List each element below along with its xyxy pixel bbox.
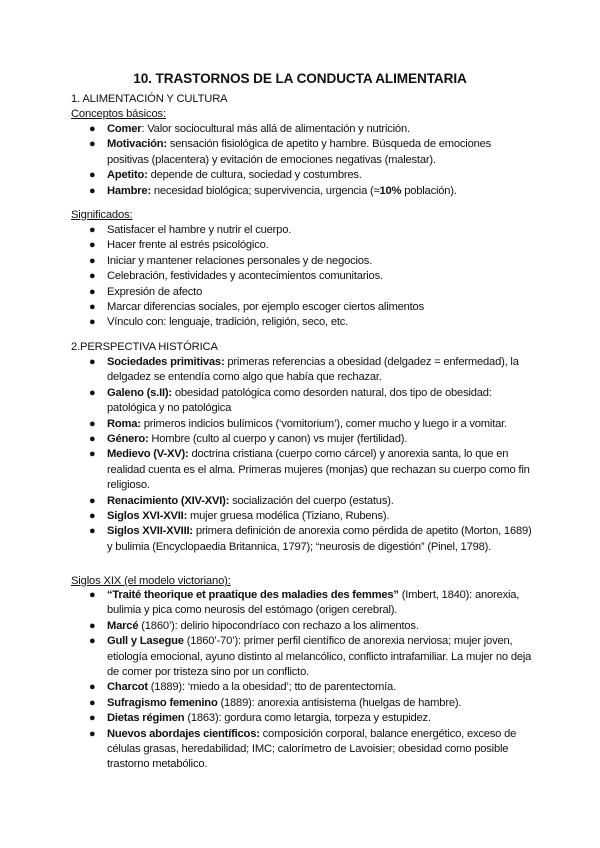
item-text: (1860’-70’): primer perfil científico de anorexia nerviosa; mujer joven, etiología emocional, ayuno distinto al melancólico, conflicto intrafamiliar. La mujer no deja de comer por tristeza sino por un conflicto. xyxy=(107,635,532,679)
bullet-icon: ● xyxy=(89,386,96,399)
item-text: primeras referencias a obesidad (delgadez = enfermedad), la delgadez se entendía como algo que había que rechazar. xyxy=(107,356,519,384)
significados-label: Significados: xyxy=(71,209,133,221)
bullet-icon: ● xyxy=(89,727,96,740)
victoriano-list xyxy=(0,588,600,773)
list-item xyxy=(0,509,600,524)
item-text: sensación fisiológica de apetito y hambre. Búsqueda de emociones positivas (placentera) y evitación de emociones negativas (malestar). xyxy=(107,138,492,166)
item-term: Siglos XVI-XVII: xyxy=(107,510,188,523)
list-item xyxy=(0,137,600,168)
item-text: Iniciar y mantener relaciones personales y de negocios. xyxy=(107,254,373,267)
list-item xyxy=(0,634,600,680)
item-text: (1889): ‘miedo a la obesidad’; tto de parentectomía. xyxy=(147,681,396,694)
bullet-icon: ● xyxy=(89,224,96,236)
bullet-icon: ● xyxy=(89,138,96,151)
historia-list xyxy=(0,355,600,555)
list-item xyxy=(0,285,600,300)
list-item xyxy=(0,494,600,509)
list-item xyxy=(0,122,600,137)
list-item xyxy=(0,447,600,493)
list-item xyxy=(0,680,600,695)
bullet-icon: ● xyxy=(89,417,96,430)
item-text: Marcar diferencias sociales, por ejemplo escoger ciertos alimentos xyxy=(107,301,424,314)
item-text: Hacer frente al estrés psicológico. xyxy=(107,239,269,252)
bullet-icon: ● xyxy=(89,681,96,694)
item-text: obesidad patológica como desorden natural, dos tipo de obesidad: patológica y no patológica xyxy=(107,386,492,415)
bullet-icon: ● xyxy=(89,448,96,461)
list-item xyxy=(0,315,600,330)
item-term: Género: xyxy=(107,433,149,446)
bullet-icon: ● xyxy=(89,316,96,329)
bullet-icon: ● xyxy=(89,254,96,267)
page-title: 10. TRASTORNOS DE LA CONDUCTA ALIMENTARIA xyxy=(133,71,467,86)
item-term: “Traité theorique et praatique des maladies des femmes” xyxy=(107,589,399,601)
bullet-icon: ● xyxy=(89,184,96,197)
bullet-icon: ● xyxy=(89,301,96,314)
item-text: Vínculo con: lenguaje, tradición, religión, seco, etc. xyxy=(107,316,349,329)
conceptos-label: Conceptos básicos: xyxy=(71,108,166,120)
item-term: Medievo (V-XV): xyxy=(107,448,189,461)
item-term: Siglos XVII-XVIII: xyxy=(107,525,193,538)
item-text: Satisfacer el hambre y nutrir el cuerpo. xyxy=(107,224,292,236)
item-text: depende de cultura, sociedad y costumbres. xyxy=(147,169,362,182)
bullet-icon: ● xyxy=(89,635,96,648)
item-text: composición corporal, balance energético, exceso de células grasas, heredabilidad; IMC; calorímetro de Lavoisier; obesidad como posible trastorno metabólico. xyxy=(107,727,517,771)
list-item xyxy=(0,254,600,269)
bullet-icon: ● xyxy=(89,510,96,523)
section-1-heading: 1. ALIMENTACIÓN Y CULTURA xyxy=(71,93,228,105)
list-item xyxy=(0,168,600,183)
list-item xyxy=(0,619,600,634)
list-item xyxy=(0,269,600,284)
item-term: Apetito: xyxy=(107,169,148,182)
item-term: Nuevos abordajes científicos: xyxy=(107,727,260,740)
list-item xyxy=(0,300,600,315)
bullet-icon: ● xyxy=(89,169,96,182)
item-term: Sufragismo femenino xyxy=(107,696,218,709)
item-text: : Valor sociocultural más allá de alimentación y nutrición. xyxy=(141,123,410,135)
bullet-icon: ● xyxy=(89,494,96,507)
item-term: Gull y Lasegue xyxy=(107,635,184,648)
list-item xyxy=(0,417,600,432)
list-item xyxy=(0,386,600,417)
item-text: Expresión de afecto xyxy=(107,285,203,298)
item-text: (Imbert, 1840): anorexia, bulimia y pica como neurosis del estómago (origen cerebral). xyxy=(107,589,520,617)
bullet-icon: ● xyxy=(89,239,96,252)
item-text: primera definición de anorexia como pérdida de apetito (Morton, 1689) y bulimia (Encyclopaedia Britannica, 1797); “neurosis de digestión” (Pinel, 1798). xyxy=(107,525,532,553)
item-term: Renacimiento (XIV-XVI): xyxy=(107,494,230,507)
item-term: Sociedades primitivas: xyxy=(107,356,225,368)
victoriano-label: Siglos XIX (el modelo victoriano): xyxy=(71,575,231,587)
list-item xyxy=(0,432,600,447)
bullet-icon: ● xyxy=(89,712,96,725)
item-term: Dietas régimen xyxy=(107,712,185,725)
item-text: Celebración, festividades y acontecimientos comunitarios. xyxy=(107,270,383,283)
list-item xyxy=(0,524,600,555)
item-text: (1889): anorexia antisistema (huelgas de hambre). xyxy=(217,696,462,709)
bullet-icon: ● xyxy=(89,696,96,709)
bullet-icon: ● xyxy=(89,285,96,298)
list-item xyxy=(0,223,600,238)
item-text: población). xyxy=(401,184,457,197)
bullet-icon: ● xyxy=(89,619,96,632)
list-item xyxy=(0,588,600,619)
conceptos-list xyxy=(0,122,600,199)
list-item xyxy=(0,355,600,386)
item-term: Motivación: xyxy=(107,138,167,151)
item-term: Charcot xyxy=(107,681,148,694)
list-item xyxy=(0,727,600,773)
significados-list xyxy=(0,223,600,331)
item-term: 10% xyxy=(379,184,402,197)
item-text: (1860’): delirio hipocondríaco con rechazo a los alimentos. xyxy=(138,619,419,632)
item-term: Roma: xyxy=(107,417,141,430)
item-text: Hombre (culto al cuerpo y canon) vs mujer (fertilidad). xyxy=(148,433,408,446)
bullet-icon: ● xyxy=(89,433,96,446)
item-text: (1863): gordura como letargia, torpeza y estupidez. xyxy=(184,712,431,725)
item-term: Marcé xyxy=(107,619,139,632)
item-text: mujer gruesa modélica (Tiziano, Rubens). xyxy=(187,510,390,523)
item-term: Hambre: xyxy=(107,184,151,197)
bullet-icon: ● xyxy=(89,356,96,368)
bullet-icon: ● xyxy=(89,123,96,135)
bullet-icon: ● xyxy=(89,525,96,538)
list-item xyxy=(0,238,600,253)
item-text: doctrina cristiana (cuerpo como cárcel) y anorexia santa, lo que en realidad cuenta es el alma. Primeras mujeres (monjas) que rechazan su cuerpo como fin religioso. xyxy=(107,448,530,492)
list-item xyxy=(0,711,600,726)
item-text: necesidad biológica; supervivencia, urgencia (≈ xyxy=(150,184,380,197)
item-term: Comer xyxy=(107,123,142,135)
item-text: socialización del cuerpo (estatus). xyxy=(229,494,394,507)
section-2-heading: 2.PERSPECTIVA HISTÓRICA xyxy=(71,341,218,353)
item-term: Galeno (s.II): xyxy=(107,386,172,399)
list-item xyxy=(0,696,600,711)
bullet-icon: ● xyxy=(89,589,96,601)
bullet-icon: ● xyxy=(89,270,96,283)
item-text: primeros indicios bulímicos (‘vomitorium’), comer mucho y luego ir a vomitar. xyxy=(140,417,507,430)
list-item xyxy=(0,184,600,199)
